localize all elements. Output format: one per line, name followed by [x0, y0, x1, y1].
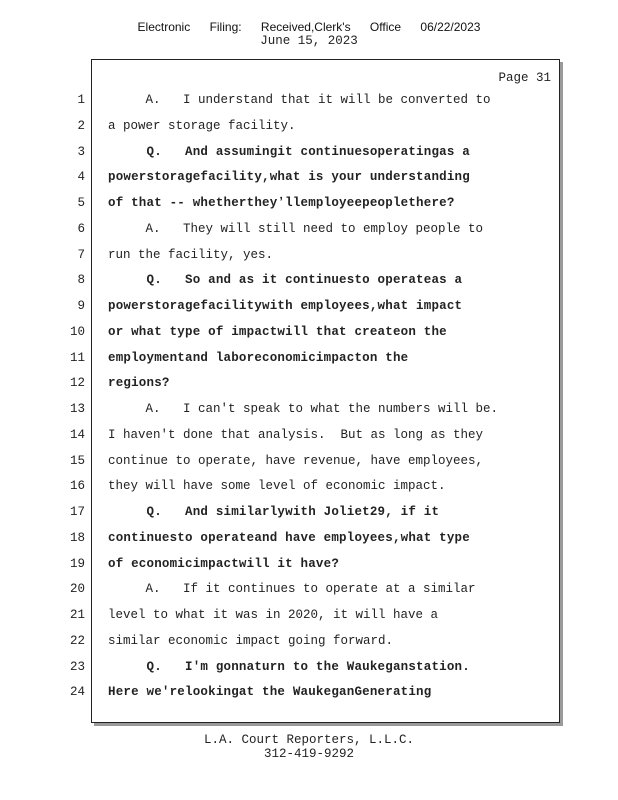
line-number: 13 [69, 402, 85, 416]
answer-text: run the facility, yes. [108, 247, 274, 262]
line-number: 22 [69, 633, 85, 648]
answer-text: A. They will still need to employ people to [108, 221, 484, 236]
line-number: 3 [77, 144, 85, 159]
answer-text: level to what it was in 2020, it will have a [108, 608, 439, 622]
question-text: employmentand laboreconomicimpacton the [108, 350, 409, 365]
line-number: 16 [69, 479, 85, 494]
line-number: 8 [77, 273, 85, 288]
transcript-date: June 15, 2023 [260, 34, 358, 48]
question-text: powerstoragefacilitywith employees,what impact [108, 299, 463, 313]
line-number: 9 [77, 299, 85, 313]
answer-text: A. I can't speak to what the numbers will be. [108, 402, 499, 416]
line-number: 12 [69, 376, 85, 391]
answer-text: similar economic impact going forward. [108, 633, 394, 648]
line-number: 1 [77, 93, 85, 107]
stamp-filing: Filing: [209, 20, 242, 34]
reporter-phone: 312-419-9292 [263, 747, 354, 761]
answer-text: I haven't done that analysis. But as long as they [108, 427, 484, 442]
question-text: of that -- whethertheyʼllemployeepeoplethere? [108, 196, 455, 210]
answer-text: A. If it continues to operate at a similar [108, 582, 476, 597]
line-number: 23 [69, 659, 85, 674]
question-text: or what type of impactwill that createon the [108, 324, 447, 339]
answer-text: they will have some level of economic impact. [108, 479, 446, 494]
answer-text: a power storage facility. [108, 118, 296, 133]
line-number: 14 [69, 427, 85, 442]
stamp-received: Received,Clerk's [260, 20, 351, 34]
line-number: 7 [77, 247, 85, 262]
question-text: Q. And similarlywith Joliet29, if it [108, 505, 440, 519]
answer-text: continue to operate, have revenue, have employees, [108, 453, 484, 468]
transcript-page-frame [91, 59, 560, 723]
line-number: 6 [77, 221, 85, 236]
stamp-electronic: Electronic [137, 20, 191, 34]
answer-text: A. I understand that it will be converted to [108, 93, 491, 107]
line-number: 17 [69, 505, 85, 519]
line-number: 20 [69, 582, 85, 597]
stamp-date: 06/22/2023 [420, 20, 481, 34]
line-number: 5 [77, 196, 85, 210]
reporter-footer [0, 733, 618, 761]
question-text: continuesto operateand have employees,what type [108, 530, 470, 545]
question-text: Here we'relookingat the WaukeganGenerating [108, 685, 432, 700]
line-number: 19 [69, 556, 85, 571]
filing-header [0, 20, 618, 48]
line-number: 15 [69, 453, 85, 468]
line-number: 4 [77, 170, 85, 185]
question-text: of economicimpactwill it have? [108, 556, 340, 571]
line-number: 10 [69, 324, 85, 339]
question-text: Q. I'm gonnaturn to the Waukeganstation. [108, 659, 470, 674]
stamp-office: Office [369, 20, 402, 34]
line-number: 24 [69, 685, 85, 700]
question-text: powerstoragefacility,what is your understanding [108, 170, 470, 185]
reporter-company: L.A. Court Reporters, L.L.C. [203, 733, 415, 747]
line-number: 18 [69, 530, 85, 545]
line-number: 2 [77, 118, 85, 133]
question-text: Q. So and as it continuesto operateas a [108, 273, 463, 288]
filing-stamp [0, 20, 618, 34]
page-number: Page 31 [498, 71, 551, 85]
line-number: 11 [69, 350, 85, 365]
question-text: regions? [108, 376, 170, 391]
question-text: Q. And assumingit continuesoperatingas a [108, 144, 470, 159]
line-number: 21 [69, 608, 85, 622]
